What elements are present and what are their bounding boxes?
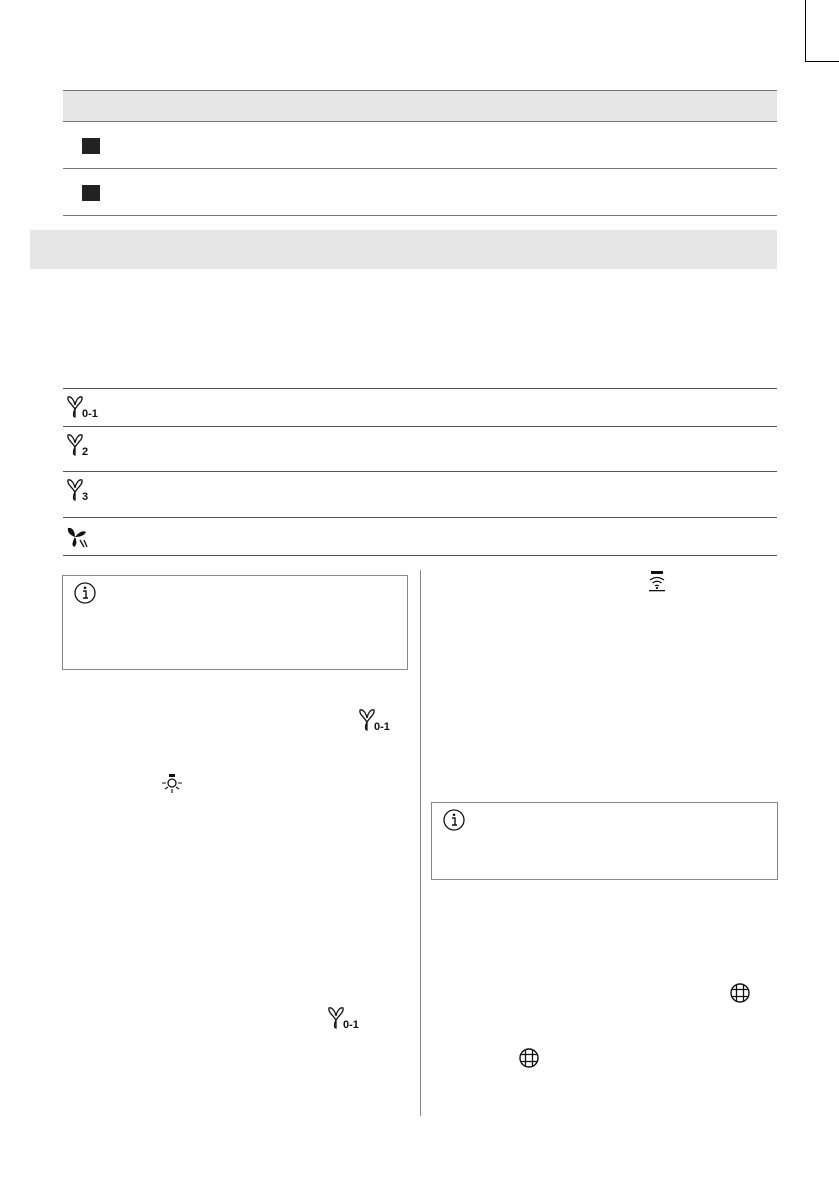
top-table — [63, 90, 777, 216]
hob-to-hood-icon — [646, 570, 668, 592]
fan-speed-icon — [65, 478, 103, 502]
black-square-icon — [82, 138, 100, 154]
grid-icon — [729, 982, 751, 1004]
fan-speed-icon — [65, 395, 103, 419]
crop-mark — [805, 61, 839, 62]
table-row — [63, 122, 777, 169]
table-row — [63, 389, 777, 427]
column-divider — [420, 570, 421, 1116]
info-icon — [73, 581, 97, 605]
fan-speed-icon — [65, 433, 103, 457]
fan-speed-label: 0-1 — [82, 408, 98, 419]
table-row — [63, 169, 777, 216]
fan-boost-icon — [65, 525, 95, 549]
info-box — [431, 802, 778, 880]
info-icon — [442, 808, 466, 832]
fan-speed-label: 0-1 — [343, 1019, 359, 1030]
light-icon — [160, 772, 184, 796]
fan-speed-label: 2 — [82, 446, 89, 457]
table-row — [63, 472, 777, 518]
table-row — [63, 427, 777, 472]
grid-icon — [518, 1047, 540, 1069]
fan-speed-icon — [326, 1006, 366, 1030]
fan-speed-table — [63, 388, 777, 556]
black-square-icon — [82, 185, 100, 201]
table-row — [63, 518, 777, 556]
table-header — [63, 90, 777, 122]
fan-speed-label: 0-1 — [374, 721, 390, 732]
fan-speed-icon — [357, 708, 397, 732]
section-heading-bar — [30, 230, 777, 269]
info-box — [62, 575, 408, 670]
crop-mark — [805, 0, 806, 62]
fan-speed-label: 3 — [82, 491, 89, 502]
